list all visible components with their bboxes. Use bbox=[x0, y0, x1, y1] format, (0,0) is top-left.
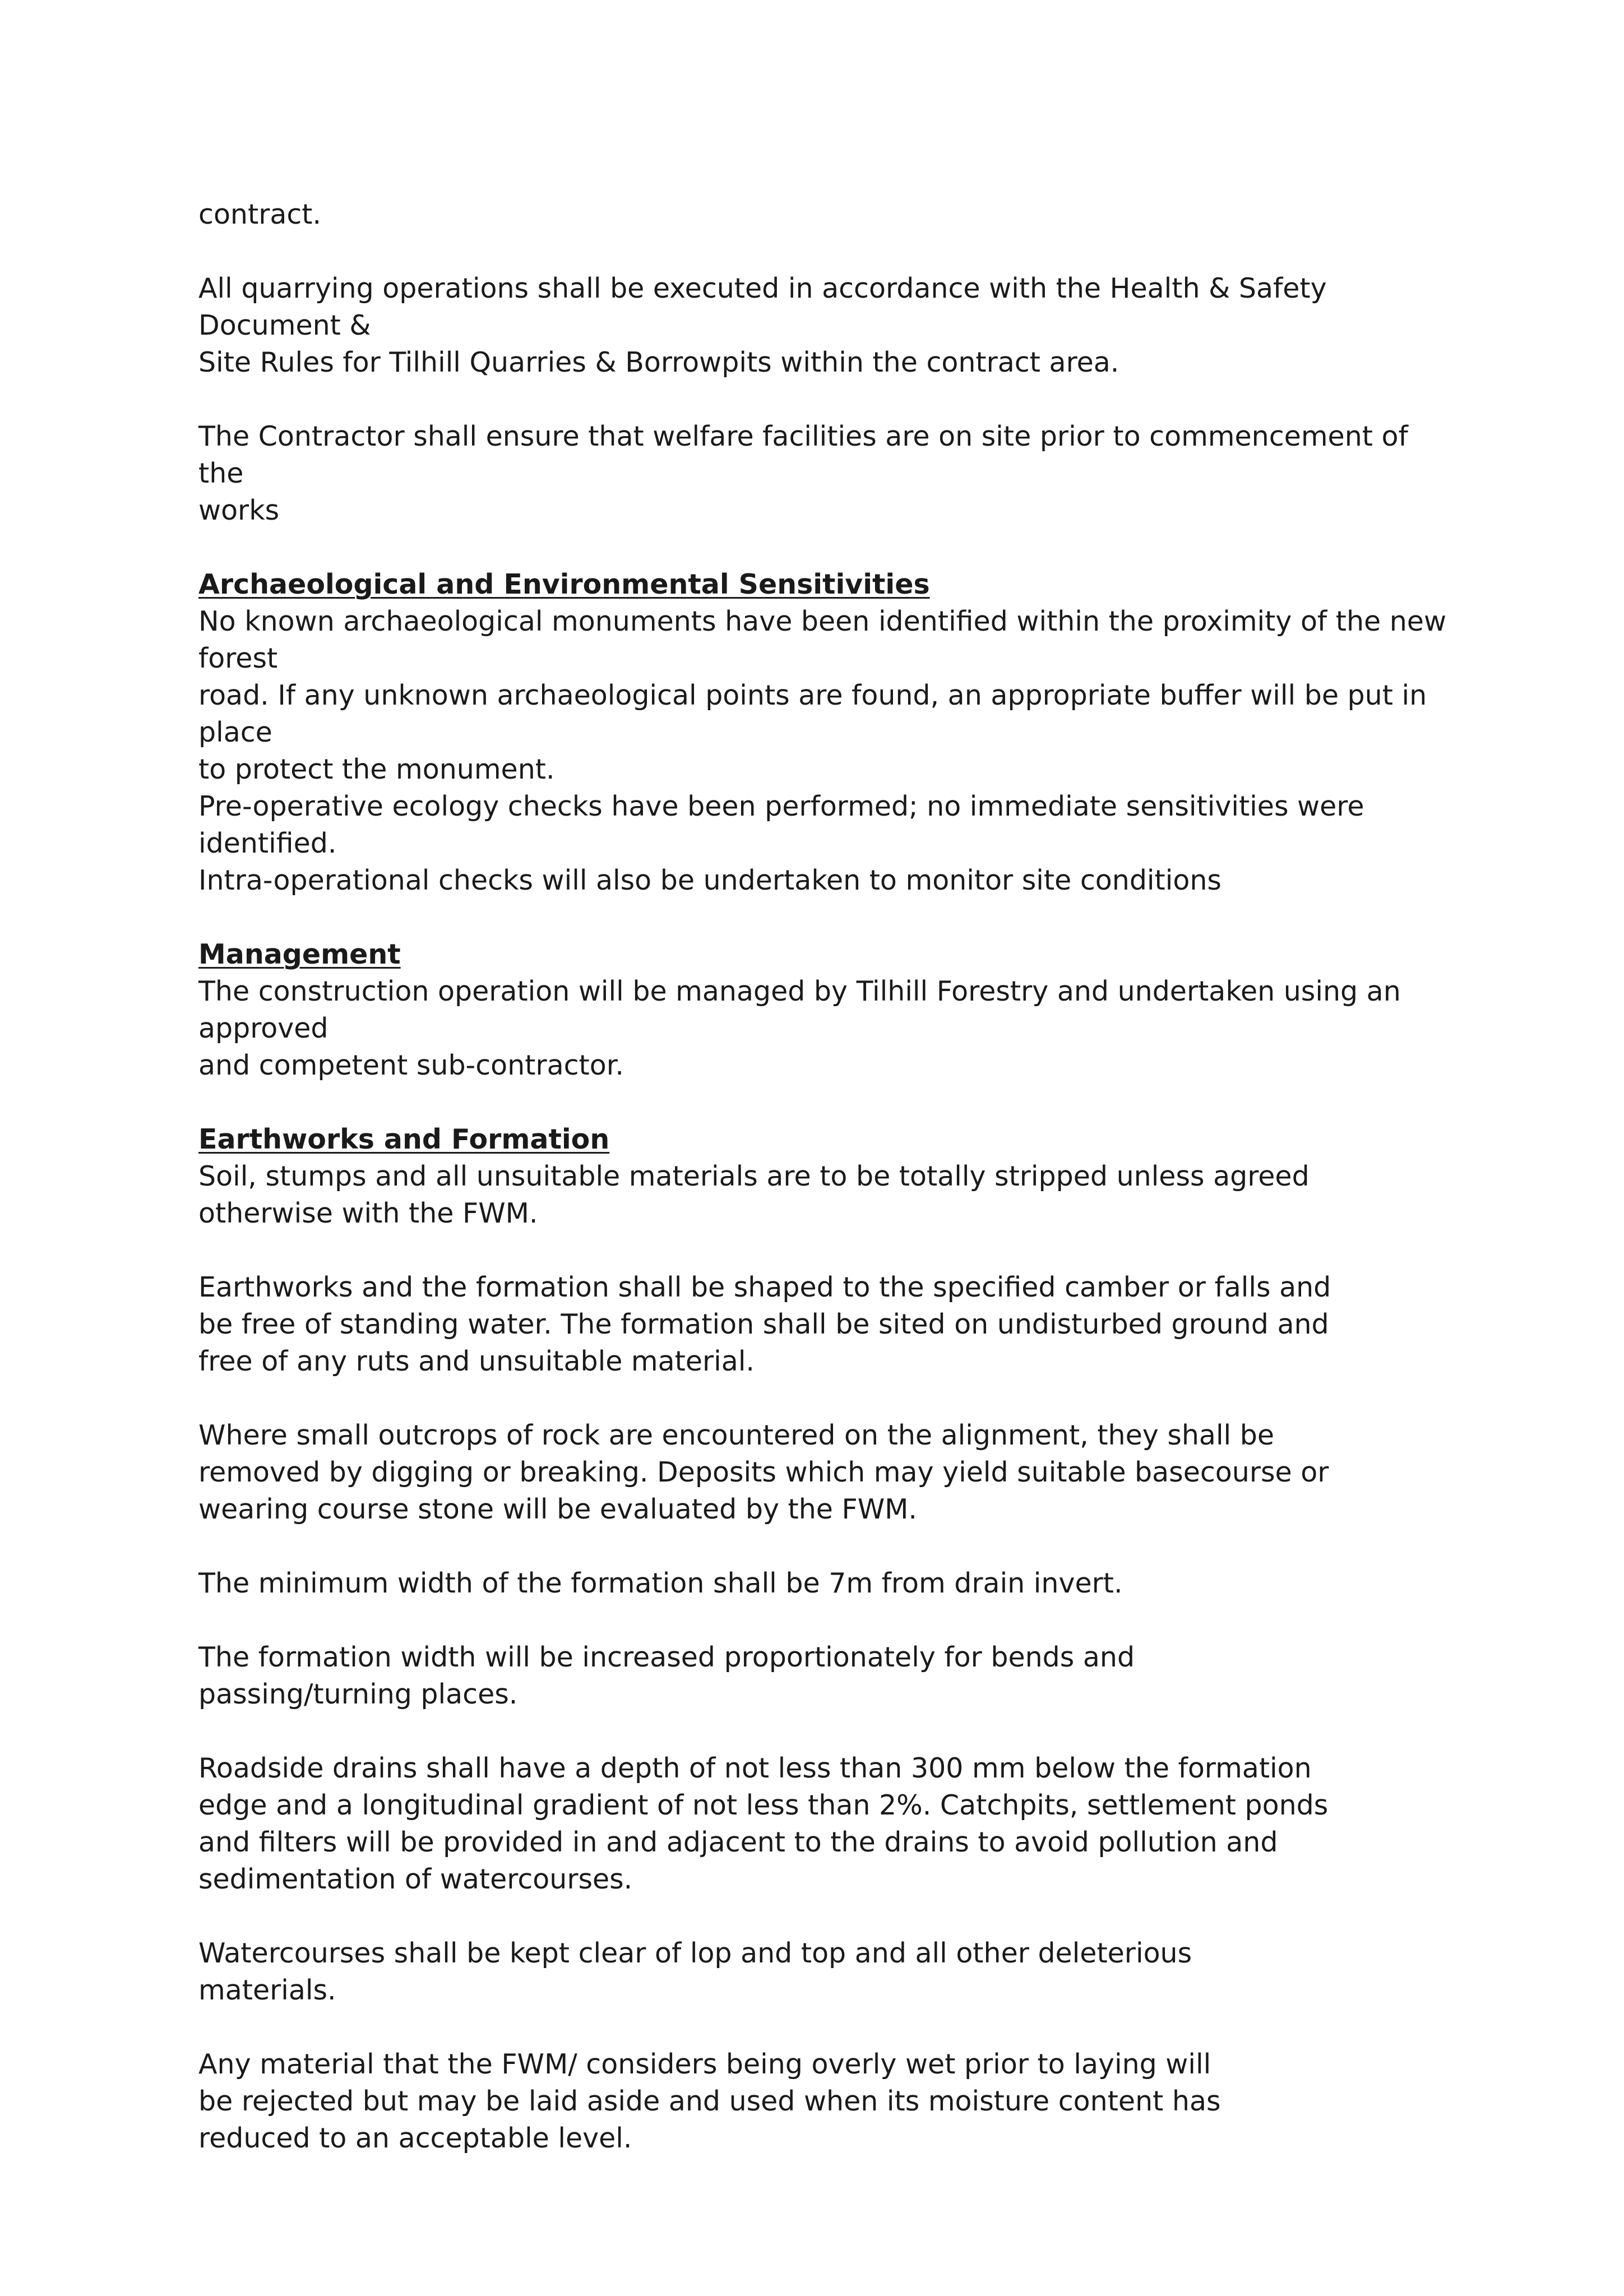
wet-material-paragraph: Any material that the FWM/ considers being overly wet prior to laying will be rejected but may be laid aside and used when its moisture content has reduced to an acceptable level. bbox=[198, 2048, 1221, 2154]
roadside-drains-paragraph: Roadside drains shall have a depth of not less than 300 mm below the formation edge and a longitudinal gradient of not less than 2%. Catchpits, settlement ponds and filters will be provided in and adjacent to the drains to avoid pollution and sedimentation of watercourses. bbox=[198, 1752, 1329, 1895]
quarrying-operations-paragraph: All quarrying operations shall be executed in accordance with the Health & Safety Document & Site Rules for Tilhill Quarries & Borrowpits within the contract area. bbox=[198, 272, 1327, 378]
welfare-facilities-paragraph: The Contractor shall ensure that welfare facilities are on site prior to commencement of the works bbox=[198, 420, 1408, 526]
archaeological-heading: Archaeological and Environmental Sensitivities bbox=[198, 568, 930, 600]
archaeological-monuments-paragraph: No known archaeological monuments have been identified within the proximity of the new forest road. If any unknown archaeological points are found, an appropriate buffer will be put in place to protect the monument. bbox=[198, 605, 1447, 785]
management-paragraph: The construction operation will be managed by Tilhill Forestry and undertaken using an approved and competent sub-contractor. bbox=[198, 975, 1401, 1081]
watercourses-paragraph: Watercourses shall be kept clear of lop and top and all other deleterious materials. bbox=[198, 1937, 1192, 2006]
contract-fragment-paragraph: contract. bbox=[198, 198, 322, 230]
soil-stripping-paragraph: Soil, stumps and all unsuitable materials are to be totally stripped unless agreed otherwise with the FWM. bbox=[198, 1160, 1310, 1229]
rock-outcrops-paragraph: Where small outcrops of rock are encountered on the alignment, they shall be removed by digging or breaking. Deposits which may yield suitable basecourse or wearing course stone will be evaluated by the FWM. bbox=[198, 1419, 1329, 1525]
management-heading: Management bbox=[198, 938, 401, 970]
document-body bbox=[198, 196, 1460, 2194]
formation-shape-paragraph: Earthworks and the formation shall be shaped to the specified camber or falls and be free of standing water. The formation shall be sited on undisturbed ground and free of any ruts and unsuitable material. bbox=[198, 1271, 1331, 1377]
ecology-checks-paragraph: Pre-operative ecology checks have been performed; no immediate sensitivities were identified. Intra-operational checks will also be undertaken to monitor site conditions bbox=[198, 790, 1364, 896]
formation-width-paragraph: The minimum width of the formation shall be 7m from drain invert. bbox=[198, 1567, 1123, 1599]
earthworks-heading: Earthworks and Formation bbox=[198, 1123, 610, 1155]
bends-passing-paragraph: The formation width will be increased proportionately for bends and passing/turning places. bbox=[198, 1641, 1135, 1710]
